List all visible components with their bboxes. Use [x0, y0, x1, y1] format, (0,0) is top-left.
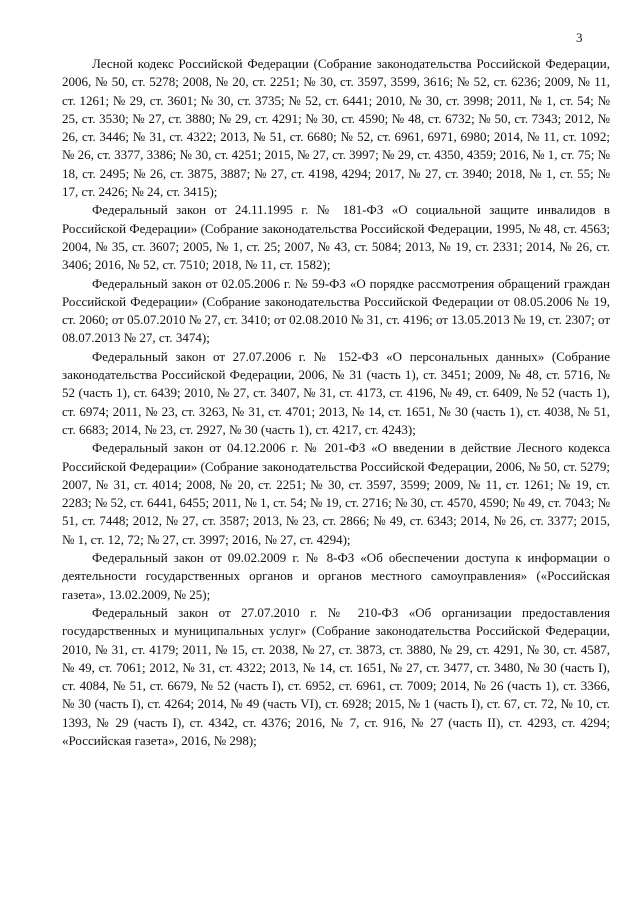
paragraph-law-152-fz: Федеральный закон от 27.07.2006 г. № 152-ФЗ «О персональных данных» (Собрание законодательства Российской Федерации, 2006, № 31 (часть 1), ст. 3451; 2009, № 48, ст. 5716, № 52 (часть 1), ст. 6439; 2010, № 27, ст. 3407, № 31, ст. 4173, ст. 4196, № 49, ст. 6409, № 52 (часть 1), ст. 6974; 2011, № 23, ст. 3263, № 31, ст. 4701; 2013, № 14, ст. 1651, № 30 (часть 1), ст. 4038, № 51, ст. 6683; 2014, № 23, ст. 2927, № 30 (часть 1), ст. 4217, ст. 4243); [62, 348, 610, 437]
document-body [62, 55, 610, 750]
paragraph-law-210-fz: Федеральный закон от 27.07.2010 г. № 210-ФЗ «Об организации предоставления государственных и муниципальных услуг» (Собрание законодательства Российской Федерации, 2010, № 31, ст. 4179; 2011, № 15, ст. 2038, № 27, ст. 3873, ст. 3880, № 29, ст. 4291, № 30, ст. 4587, № 49, ст. 7061; 2012, № 31, ст. 4322; 2013, № 14, ст. 1651, № 27, ст. 3477, ст. 3480, № 30 (часть I), ст. 4084, № 51, ст. 6679, № 52 (часть I), ст. 6952, ст. 6961, ст. 7009; 2014, № 26 (часть 1), ст. 3366, № 30 (часть I), ст. 4264; 2014, № 49 (часть VI), ст. 6928; 2015, № 1 (часть I), ст. 67, ст. 72, № 10, ст. 1393, № 29 (часть I), ст. 4342, ст. 4376; 2016, № 7, ст. 916, № 27 (часть II), ст. 4293, ст. 4294; «Российская газета», 2016, № 298); [62, 604, 610, 748]
paragraph-law-181-fz: Федеральный закон от 24.11.1995 г. № 181-ФЗ «О социальной защите инвалидов в Российской Федерации» (Собрание законодательства Российской Федерации, 1995, № 48, ст. 4563; 2004, № 35, ст. 3607; 2005, № 1, ст. 25; 2007, № 43, ст. 5084; 2013, № 19, ст. 2331; 2014, № 26, ст. 3406; 2016, № 52, ст. 7510; 2018, № 11, ст. 1582); [62, 202, 610, 273]
page-number: 3 [576, 30, 583, 45]
paragraph-law-201-fz: Федеральный закон от 04.12.2006 г. № 201-ФЗ «О введении в действие Лесного кодекса Российской Федерации» (Собрание законодательства Российской Федерации, 2006, № 50, ст. 5279; 2007, № 31, ст. 4014; 2008, № 20, ст. 2251; № 30, ст. 3597, 3599; 2009, № 11, ст. 1261; № 19, ст. 2283; № 52, ст. 6441, 6455; 2011, № 1, ст. 54; № 19, ст. 2716; № 30, ст. 4570, 4590; № 49, ст. 7043; № 51, ст. 7448; 2012, № 27, ст. 3587; 2013, № 23, ст. 2866; № 49, ст. 6343; 2014, № 26, ст. 3377; 2015, № 1, ст. 12, 72; № 27, ст. 3997; 2016, № 27, ст. 4294); [62, 440, 610, 547]
paragraph-law-8-fz: Федеральный закон от 09.02.2009 г. № 8-ФЗ «Об обеспечении доступа к информации о деятельности государственных органов и органов местного самоуправления» («Российская газета», 13.02.2009, № 25); [62, 550, 610, 602]
paragraph-forest-code: Лесной кодекс Российской Федерации (Собрание законодательства Российской Федерации, 2006, № 50, ст. 5278; 2008, № 20, ст. 2251; № 30, ст. 3597, 3599, 3616; № 52, ст. 6236; 2009, № 11, ст. 1261; № 29, ст. 3601; № 30, ст. 3735; № 52, ст. 6441; 2010, № 30, ст. 3998; 2011, № 1, ст. 54; № 25, ст. 3530; № 27, ст. 3880; № 29, ст. 4291; № 30, ст. 4590; № 48, ст. 6732; № 50, ст. 7343; 2012, № 26, ст. 3446; № 31, ст. 4322; 2013, № 51, ст. 6680; № 52, ст. 6961, 6971, 6980; 2014, № 11, ст. 1092; № 26, ст. 3377, 3386; № 30, ст. 4251; 2015, № 27, ст. 3997; № 29, ст. 4350, 4359; 2016, № 1, ст. 75; № 18, ст. 2495; № 26, ст. 3875, 3887; № 27, ст. 4198, 4294; 2017, № 27, ст. 3940; 2018, № 1, ст. 55; № 17, ст. 2426; № 24, ст. 3415); [62, 56, 610, 200]
paragraph-law-59-fz: Федеральный закон от 02.05.2006 г. № 59-ФЗ «О порядке рассмотрения обращений граждан Российской Федерации» (Собрание законодательства Российской Федерации от 08.05.2006 № 19, ст. 2060; от 05.07.2010 № 27, ст. 3410; от 02.08.2010 № 31, ст. 4196; от 13.05.2013 № 19, ст. 2307; от 08.07.2013 № 27, ст. 3474); [62, 275, 610, 346]
